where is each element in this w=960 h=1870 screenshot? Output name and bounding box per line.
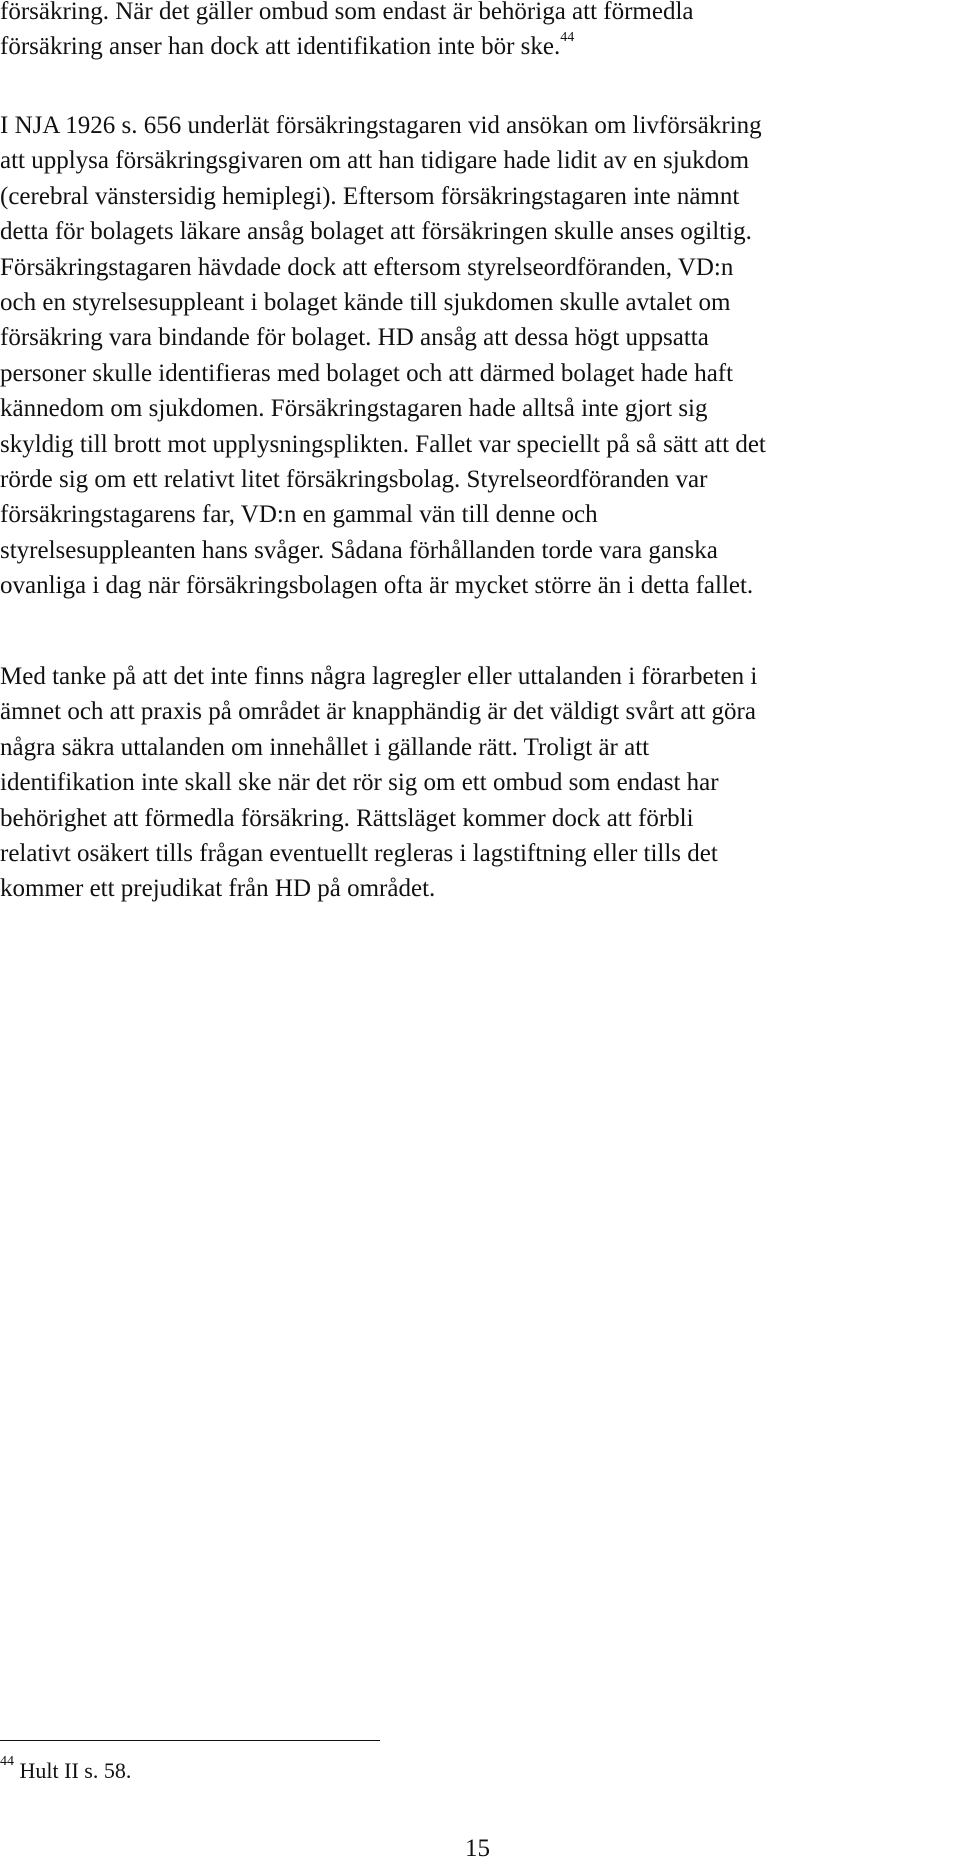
text-line: behörighet att förmedla försäkring. Rättsläget kommer dock att förbli bbox=[0, 804, 694, 832]
text-line: ovanliga i dag när försäkringsbolagen ofta är mycket större än i detta fallet. bbox=[0, 572, 754, 600]
footnote-text: Hult II s. 58. bbox=[19, 1758, 132, 1783]
text-line: några säkra uttalanden om innehållet i gällande rätt. Troligt är att bbox=[0, 733, 650, 761]
text-line: försäkring vara bindande för bolaget. HD ansåg att dessa högt uppsatta bbox=[0, 324, 709, 352]
footnote-divider bbox=[0, 1740, 380, 1741]
text-line: Med tanke på att det inte finns några lagregler eller uttalanden i förarbeten i bbox=[0, 663, 758, 690]
paragraph-2 bbox=[0, 108, 945, 604]
footnote-number: 44 bbox=[0, 1753, 14, 1769]
text-line: styrelsesuppleanten hans svåger. Sådana förhållanden torde vara ganska bbox=[0, 536, 718, 564]
text-line bbox=[0, 29, 945, 64]
text-line: och en styrelsesuppleant i bolaget kände till sjukdomen skulle avtalet om bbox=[0, 289, 731, 317]
footnote-reference[interactable]: 44 bbox=[560, 30, 575, 46]
text-line: personer skulle identifieras med bolaget och att därmed bolaget hade haft bbox=[0, 359, 734, 387]
text-line: skyldig till brott mot upplysningsplikten. Fallet var speciellt på så sätt att det bbox=[0, 430, 766, 458]
text-line: försäkringstagarens far, VD:n en gammal vän till denne och bbox=[0, 501, 598, 529]
footnote bbox=[0, 1753, 132, 1786]
text-line: rörde sig om ett relativt litet försäkringsbolag. Styrelseordföranden var bbox=[0, 466, 708, 494]
page-number: 15 bbox=[465, 1835, 490, 1862]
paragraph-1 bbox=[0, 0, 945, 65]
text-line: I NJA 1926 s. 656 underlät försäkringstagaren vid ansökan om livförsäkring bbox=[0, 112, 762, 139]
text-line: att upplysa försäkringsgivaren om att han tidigare hade lidit av en sjukdom bbox=[0, 147, 750, 175]
text-line: försäkring. När det gäller ombud som endast är behöriga att förmedla bbox=[0, 0, 694, 25]
text-line: Försäkringstagaren hävdade dock att eftersom styrelseordföranden, VD:n bbox=[0, 253, 734, 281]
text-line: relativt osäkert tills frågan eventuellt regleras i lagstiftning eller tills det bbox=[0, 840, 718, 868]
text-line-content: försäkring anser han dock att identifikation inte bör ske. bbox=[0, 33, 561, 61]
text-line: kännedom om sjukdomen. Försäkringstagaren hade alltså inte gjort sig bbox=[0, 395, 708, 423]
text-line: ämnet och att praxis på området är knapphändig är det väldigt svårt att göra bbox=[0, 698, 756, 726]
text-line: identifikation inte skall ske när det rör sig om ett ombud som endast har bbox=[0, 769, 719, 797]
text-line: (cerebral vänstersidig hemiplegi). Eftersom försäkringstagaren inte nämnt bbox=[0, 182, 740, 210]
paragraph-3 bbox=[0, 659, 945, 907]
text-line: detta för bolagets läkare ansåg bolaget att försäkringen skulle anses ogiltig. bbox=[0, 218, 752, 246]
text-line: kommer ett prejudikat från HD på området. bbox=[0, 875, 436, 903]
